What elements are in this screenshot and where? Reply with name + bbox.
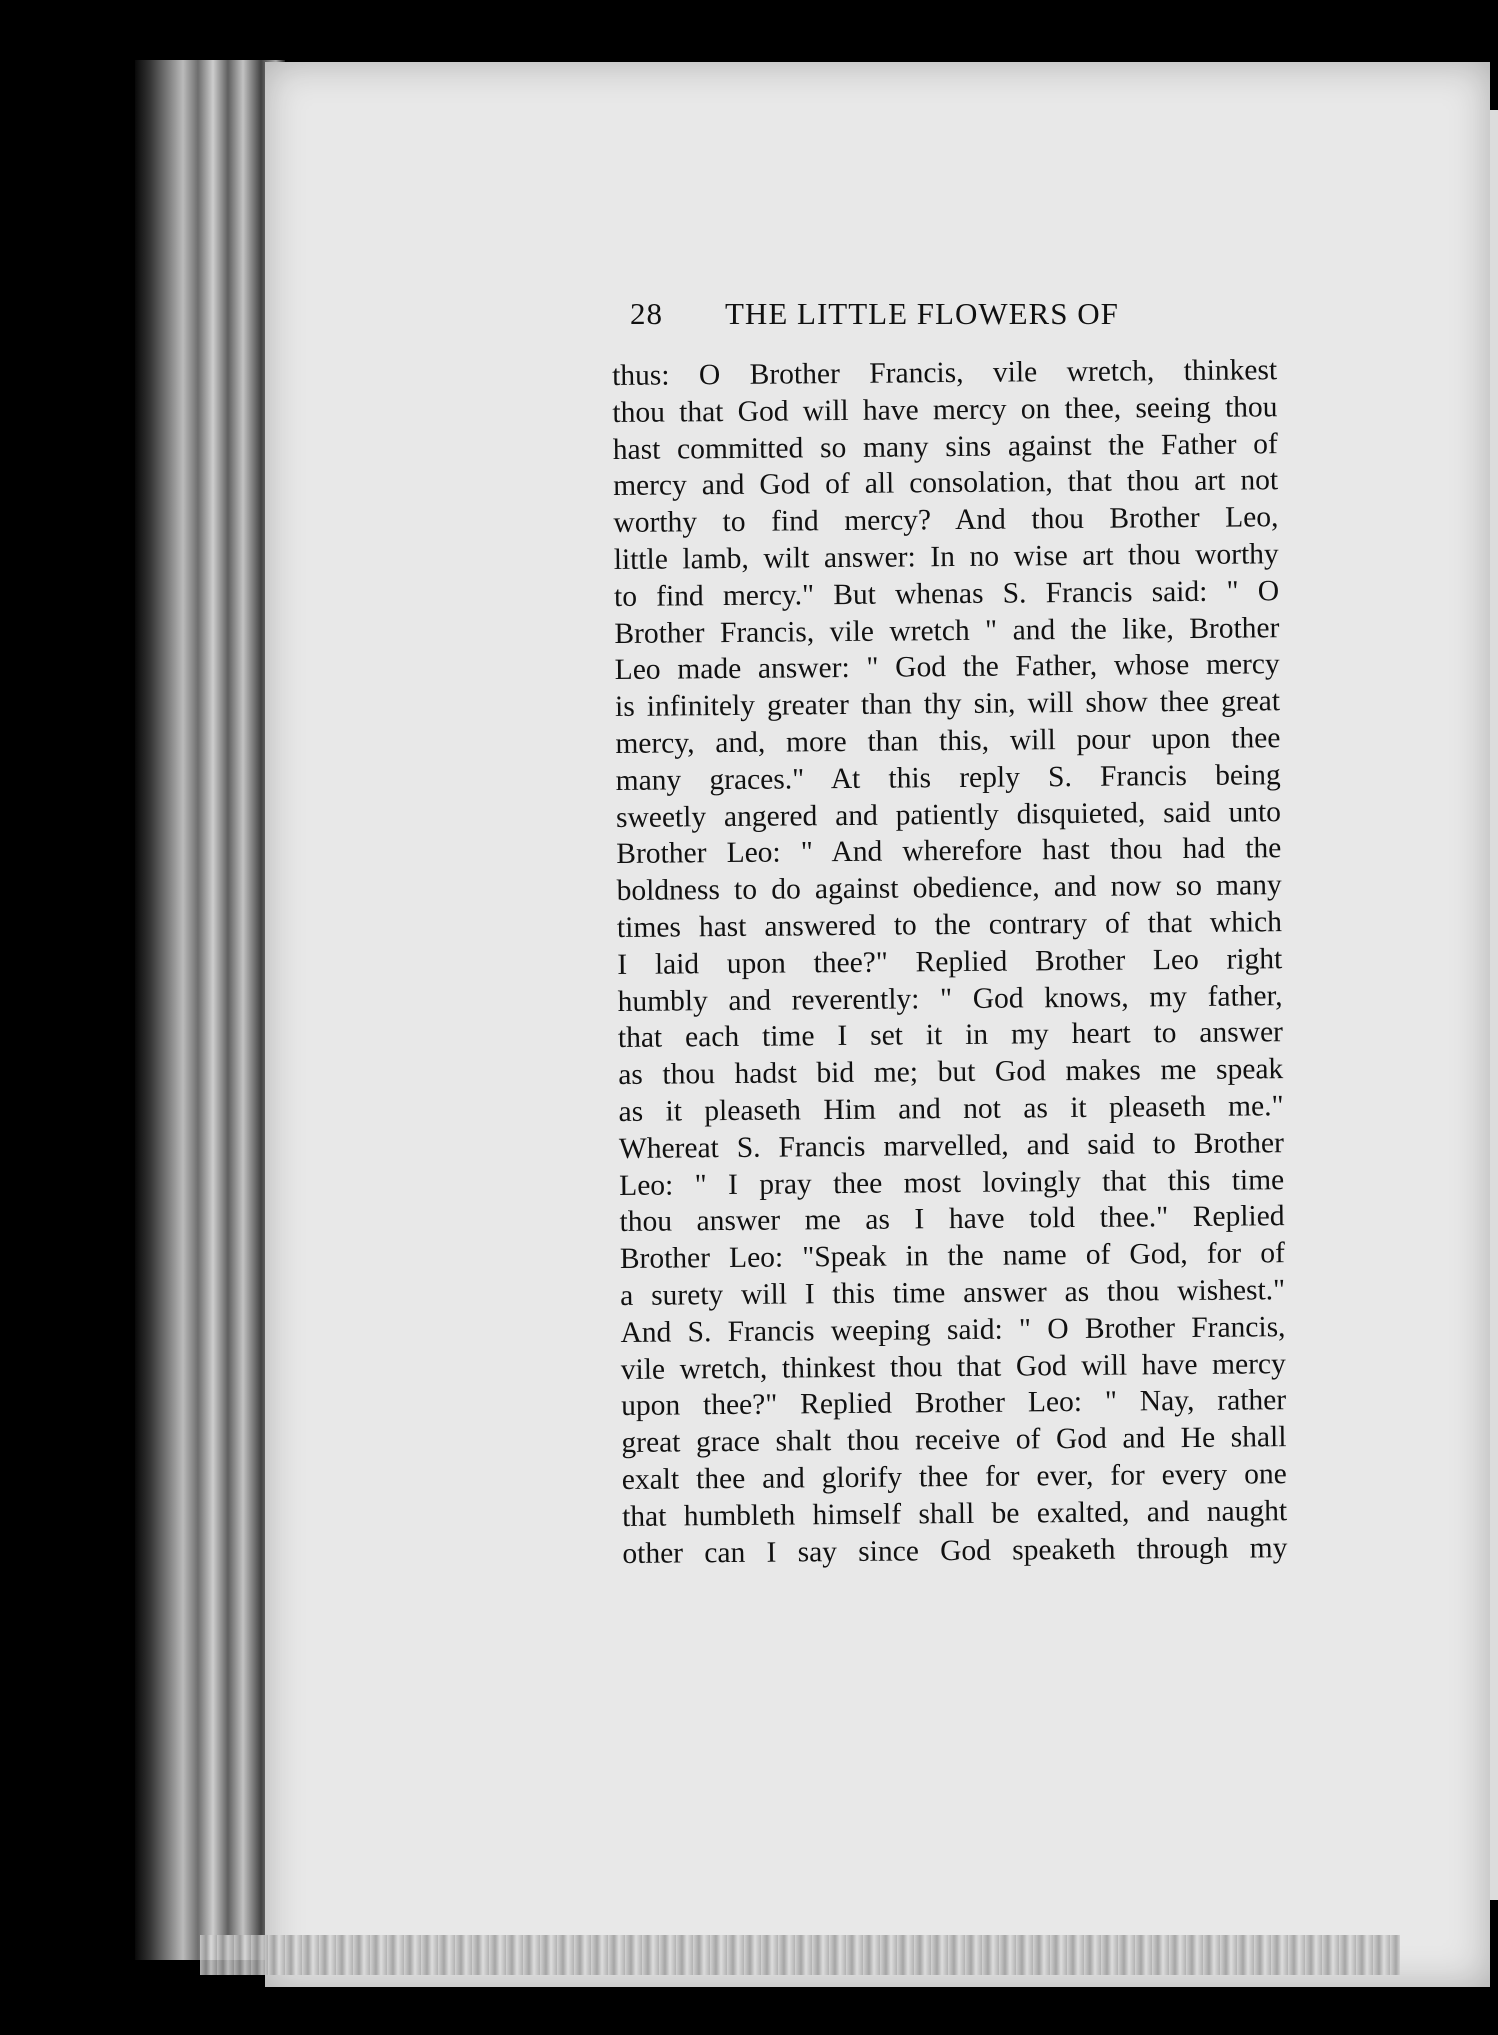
- body-text: [612, 352, 1288, 1572]
- text-line: Whereat S. Francis marvelled, and said to Brother: [618, 1126, 1285, 1165]
- page-header: [630, 296, 1290, 346]
- text-line: upon thee?" Replied Brother Leo: " Nay, rather: [621, 1384, 1287, 1423]
- text-line: that humbleth himself shall be exalted, and naught: [621, 1494, 1288, 1533]
- text-line: And S. Francis weeping said: " O Brother Francis,: [620, 1310, 1286, 1349]
- text-line: as thou hadst bid me; but God makes me speak: [618, 1053, 1284, 1092]
- text-line: many graces." At this reply S. Francis being: [615, 758, 1281, 797]
- text-line: great grace shalt thou receive of God and He shall: [621, 1421, 1287, 1460]
- text-line: thus: O Brother Francis, vile wretch, thinkest: [612, 354, 1278, 392]
- text-line: as it pleaseth Him and not as it pleaseth me.": [618, 1090, 1284, 1128]
- text-line: little lamb, wilt answer: In no wise art thou worthy: [613, 538, 1279, 576]
- text-line: vile wretch, thinkest thou that God will have mercy: [620, 1347, 1286, 1386]
- text-line: is infinitely greater than thy sin, will show thee great: [614, 685, 1281, 724]
- text-line: Brother Leo: "Speak in the name of God, for of: [619, 1237, 1285, 1276]
- page-number: 28: [630, 296, 663, 331]
- text-line: I laid upon thee?" Replied Brother Leo right: [617, 942, 1283, 981]
- text-line: Brother Francis, vile wretch " and the like, Brother: [614, 611, 1280, 650]
- text-line: a surety will I this time answer as thou wishest.": [620, 1274, 1286, 1312]
- text-line: Brother Leo: " And wherefore hast thou had the: [616, 832, 1282, 871]
- text-line: sweetly angered and patiently disquieted, said unto: [615, 795, 1282, 834]
- text-line: boldness to do against obedience, and now so many: [616, 869, 1282, 908]
- text-line: to find mercy." But whenas S. Francis said: " O: [613, 574, 1280, 613]
- text-line: thou that God will have mercy on thee, seeing thou: [612, 390, 1278, 429]
- text-line: times hast answered to the contrary of that which: [616, 906, 1283, 944]
- running-title: THE LITTLE FLOWERS OF: [725, 296, 1119, 331]
- text-line: thou answer me as I have told thee." Replied: [619, 1200, 1285, 1239]
- text-line: humbly and reverently: " God knows, my father,: [617, 979, 1283, 1018]
- page-bottom-edge: [200, 1935, 1400, 1975]
- text-line: exalt thee and glorify thee for ever, for every one: [621, 1458, 1287, 1496]
- text-line: Leo made answer: " God the Father, whose mercy: [614, 648, 1280, 687]
- text-line: hast committed so many sins against the Father of: [612, 427, 1278, 466]
- text-line: worthy to find mercy? And thou Brother Leo,: [613, 501, 1279, 540]
- book-page-edges: [135, 60, 285, 1960]
- text-line: that each time I set it in my heart to answer: [617, 1016, 1284, 1055]
- text-line: mercy and God of all consolation, that thou art not: [612, 464, 1279, 503]
- text-line: Leo: " I pray thee most lovingly that this time: [619, 1163, 1285, 1202]
- text-line: other can I say since God speaketh through my: [622, 1531, 1288, 1570]
- text-line: mercy, and, more than this, will pour upon thee: [615, 722, 1281, 760]
